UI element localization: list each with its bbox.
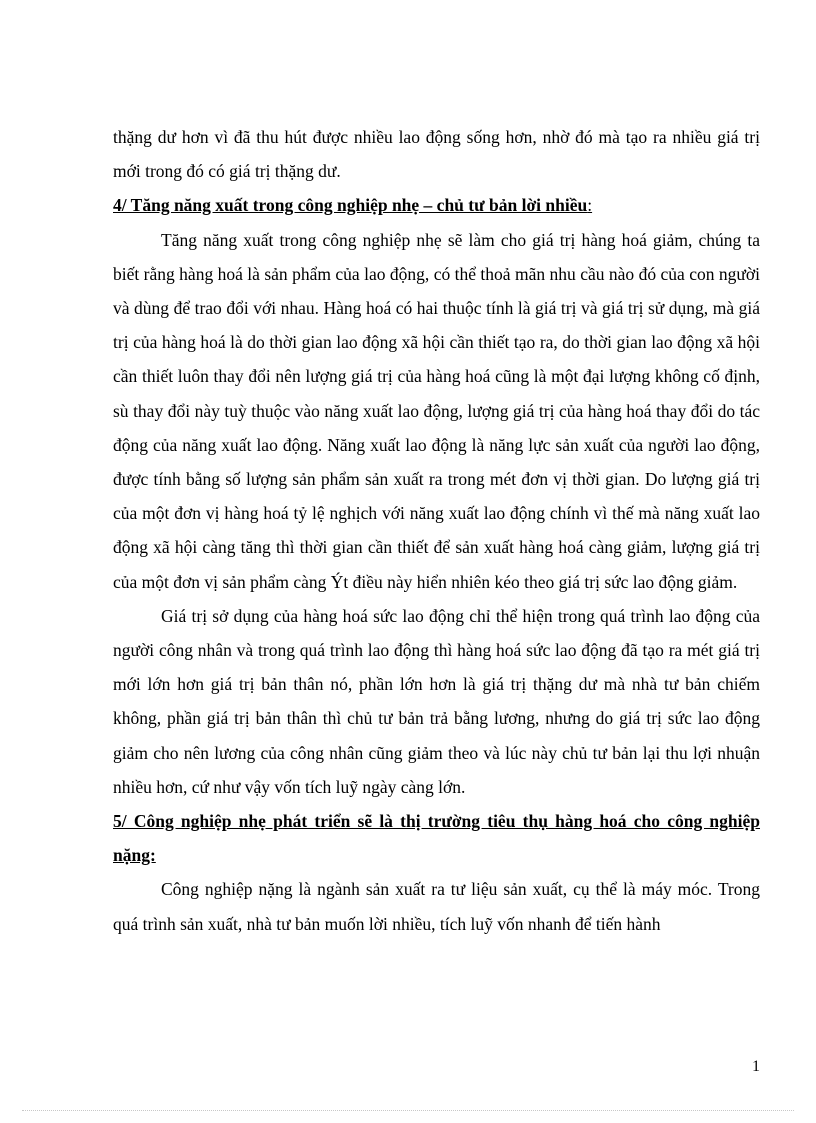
section-heading-4-colon: : <box>587 195 593 216</box>
document-page <box>113 120 760 941</box>
paragraph-use-value: Giá trị sở dụng của hàng hoá sức lao động chỉ thể hiện trong quá trình lao động của người công nhân và trong quá trình lao động thì hàng hoá sức lao động đã tạo ra mét giá trị mới lớn hơn giá trị bản thân nó, phần lớn hơn là giá trị thặng dư mà nhà tư bản chiếm không, phần giá trị bản thân thì chủ tư bản trả bằng lương, nhưng do giá trị sức lao động giảm cho nên lương của công nhân cũng giảm theo và lúc này chủ tư bản lại thu lợi nhuận nhiều hơn, cứ như vậy vốn tích luỹ ngày càng lớn. <box>113 605 760 797</box>
paragraph-continuation: thặng dư hơn vì đã thu hút được nhiều lao động sống hơn, nhờ đó mà tạo ra nhiều giá trị mới trong đó có giá trị thặng dư. <box>113 127 760 182</box>
page-bottom-divider <box>22 1110 794 1111</box>
section-heading-4-text: 4/ Tăng năng xuất trong công nghiệp nhẹ – chủ tư bản lời nhiều <box>113 195 588 216</box>
page-number: 1 <box>752 1058 760 1075</box>
section-heading-5: 5/ Công nghiệp nhẹ phát triển sẽ là thị trường tiêu thụ hàng hoá cho công nghiệp nặng: <box>113 811 760 866</box>
paragraph-productivity: Tăng năng xuất trong công nghiệp nhẹ sẽ làm cho giá trị hàng hoá giảm, chúng ta biết rằng hàng hoá là sản phẩm của lao động, có thể thoả mãn nhu cầu nào đó của con người và dùng để trao đổi với nhau. Hàng hoá có hai thuộc tính là giá trị và giá trị sử dụng, mà giá trị của hàng hoá là do thời gian lao động xã hội cần thiết tạo ra, do thời gian lao động xã hội cần thiết luôn thay đổi nên lượng giá trị của hàng hoá cũng là một đại lượng không cố định, sù thay đổi này tuỳ thuộc vào năng xuất lao động, lượng giá trị của hàng hoá thay đổi do tác động của năng xuất lao động. Năng xuất lao động là năng lực sản xuất của người lao động, được tính bằng số lượng sản phẩm sản xuất ra trong mét đơn vị thời gian. Do lượng giá trị của một đơn vị hàng hoá tỷ lệ nghịch với năng xuất lao động chính vì thế mà năng xuất lao động xã hội càng tăng thì thời gian cần thiết để sản xuất hàng hoá càng giảm, lượng giá trị của một đơn vị sản phẩm càng Ýt điều này hiển nhiên kéo theo giá trị sức lao động giảm. <box>113 229 760 592</box>
section-heading-4 <box>113 188 760 222</box>
paragraph-heavy-industry: Công nghiệp nặng là ngành sản xuất ra tư liệu sản xuất, cụ thể là máy móc. Trong quá trình sản xuất, nhà tư bản muốn lời nhiều, tích luỹ vốn nhanh để tiến hành <box>113 879 760 934</box>
